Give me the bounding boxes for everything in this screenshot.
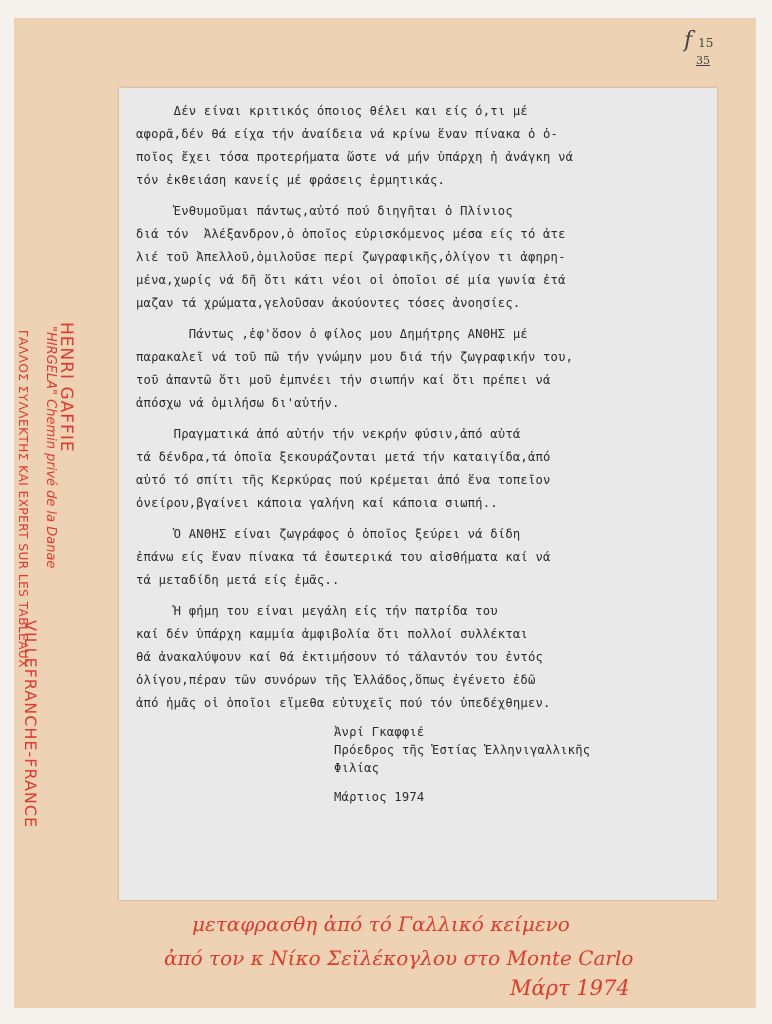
text-line: Ἐνθυμοῦμαι πάντως,αὐτό πού διηγῆται ὁ Πλίνιος xyxy=(136,204,513,218)
text-line: παρακαλεῖ νά τοῦ πῶ τήν γνώμην μου διά τήν ζωγραφικήν του, xyxy=(136,350,574,364)
paragraph-2 xyxy=(136,200,696,315)
margin-note-city: VILLEFRANCHE-FRANCE xyxy=(21,620,40,829)
paragraph-1 xyxy=(136,100,696,192)
text-line: Πραγματικά ἀπό αὐτήν τήν νεκρήν φύσιν,ἀπό αὐτά xyxy=(136,427,521,441)
text-line: διά τόν Ἀλέξανδρον,ὁ ὁποῖος εὑρισκόμενος μέσα είς τό ἀτε xyxy=(136,227,566,241)
bottom-note-line1: μεταφρασθη ἀπό τό Γαλλικό κείμενο xyxy=(192,912,570,936)
text-line: τόν ἐκθειάση κανείς μέ φράσεις ἐρμητικάς. xyxy=(136,173,446,187)
text-line: Πάντως ,ἐφ'ὅσον ὁ φίλος μου Δημήτρης ΑΝΘΗΣ μέ xyxy=(136,327,528,341)
text-line: Ὁ ΑΝΘΗΣ είναι ζωγράφος ὁ ὁποῖος ξεύρει νά δίδη xyxy=(136,527,521,541)
signature-title-cont: Φιλίας xyxy=(334,761,380,775)
page-mark-letter: f xyxy=(684,28,693,53)
text-line: μαζαν τά χρώματα,γελοῦσαν ἀκούοντες τόσες ἀνοησίες. xyxy=(136,296,521,310)
signature-block xyxy=(136,723,696,777)
text-line: Δέν είναι κριτικός όποιος θέλει και είς ό,τι μέ xyxy=(136,104,528,118)
text-line: ἐπάνω είς ἕναν πίνακα τά ἐσωτερικά του αἰσθήματα καί νά xyxy=(136,550,551,564)
text-line: αὐτό τό σπίτι τῆς Κερκύρας πού κρέμεται ἀπό ἕνα τοπεῖον xyxy=(136,473,551,487)
text-line: ἀπόσχω νά ὁμιλήσω δι'αὐτήν. xyxy=(136,396,340,410)
paragraph-3 xyxy=(136,323,696,415)
text-line: ὀνείρου,βγαίνει κάποια γαλήνη καί κάποια σιωπή.. xyxy=(136,496,498,510)
text-line: τά δένδρα,τά ὁποῖα ξεκουράζονται μετά τήν καταιγίδα,ἀπό xyxy=(136,450,551,464)
bottom-note-date: Μάρτ 1974 xyxy=(510,976,630,1000)
text-line: λιέ τοῦ Ἀπελλοῦ,ὁμιλοῦσε περί ζωγραφικῆς,ὀλίγον τι ἀφηρη- xyxy=(136,250,566,264)
page-mark xyxy=(684,28,714,67)
text-line: τοῦ ἀπαντῶ ὅτι μοῦ ἐμπνέει τήν σιωπήν καί ὅτι πρέπει νά xyxy=(136,373,551,387)
typed-text xyxy=(136,100,696,807)
bottom-note-line2: ἀπό τον κ Νίκο Σεϊλέκογλου στο Monte Carlo xyxy=(164,946,634,970)
margin-note-role: ΓΑΛΛΟΣ ΣΥΛΛΕΚΤΗΣ ΚΑΙ EXPERT SUR LES TABLEAUX xyxy=(16,330,30,668)
text-line: ἀπό ἡμᾶς οἱ ὁποῖοι εἴμεθα εὐτυχεῖς πού τόν ὑπεδέχθημεν. xyxy=(136,696,551,710)
document-date: Μάρτιος 1974 xyxy=(334,790,425,804)
margin-note-address: "HIRGELA" Chemin privé de la Danae xyxy=(43,326,58,569)
page-mark-sub: 35 xyxy=(696,54,710,67)
text-line: ὀλίγου,πέραν τῶν συνόρων τῆς Ἑλλάδος,ὅπως ἐγένετο ἐδῶ xyxy=(136,673,536,687)
paragraph-6 xyxy=(136,600,696,715)
text-line: θά ἀνακαλύψουν καί θά ἐκτιμήσουν τό τάλαντόν του ἐντός xyxy=(136,650,544,664)
paragraph-4 xyxy=(136,423,696,515)
text-line: τά μεταδίδη μετά είς ἐμᾶς.. xyxy=(136,573,340,587)
text-line: μένα,χωρίς νά δῆ ὅτι κάτι νέοι οἱ ὁποῖοι σέ μία γωνία ἐτά xyxy=(136,273,566,287)
text-line: καί δέν ὑπάρχη καμμία ἀμφιβολία ὅτι πολλοί συλλέκται xyxy=(136,627,528,641)
signature-name: Ἀνρί Γκαφφιέ xyxy=(334,725,425,739)
margin-note-name: HENRI GAFFIE xyxy=(56,322,76,453)
signature-title: Πρόεδρος τῆς Ἑστίας Ἑλληνιγαλλικῆς xyxy=(334,743,591,757)
text-line: Ἡ φήμη του είναι μεγάλη είς τήν πατρίδα του xyxy=(136,604,498,618)
paragraph-5 xyxy=(136,523,696,592)
text-line: αφορᾶ,δέν θά είχα τήν ἀναίδεια νά κρίνω ἕναν πίνακα ὁ ὁ- xyxy=(136,127,559,141)
text-line: ποῖος ἔχει τόσα προτερήματα ὥστε νά μήν ὑπάρχη ἡ ἀνάγκη νά xyxy=(136,150,574,164)
page-mark-number: 15 xyxy=(698,36,714,50)
